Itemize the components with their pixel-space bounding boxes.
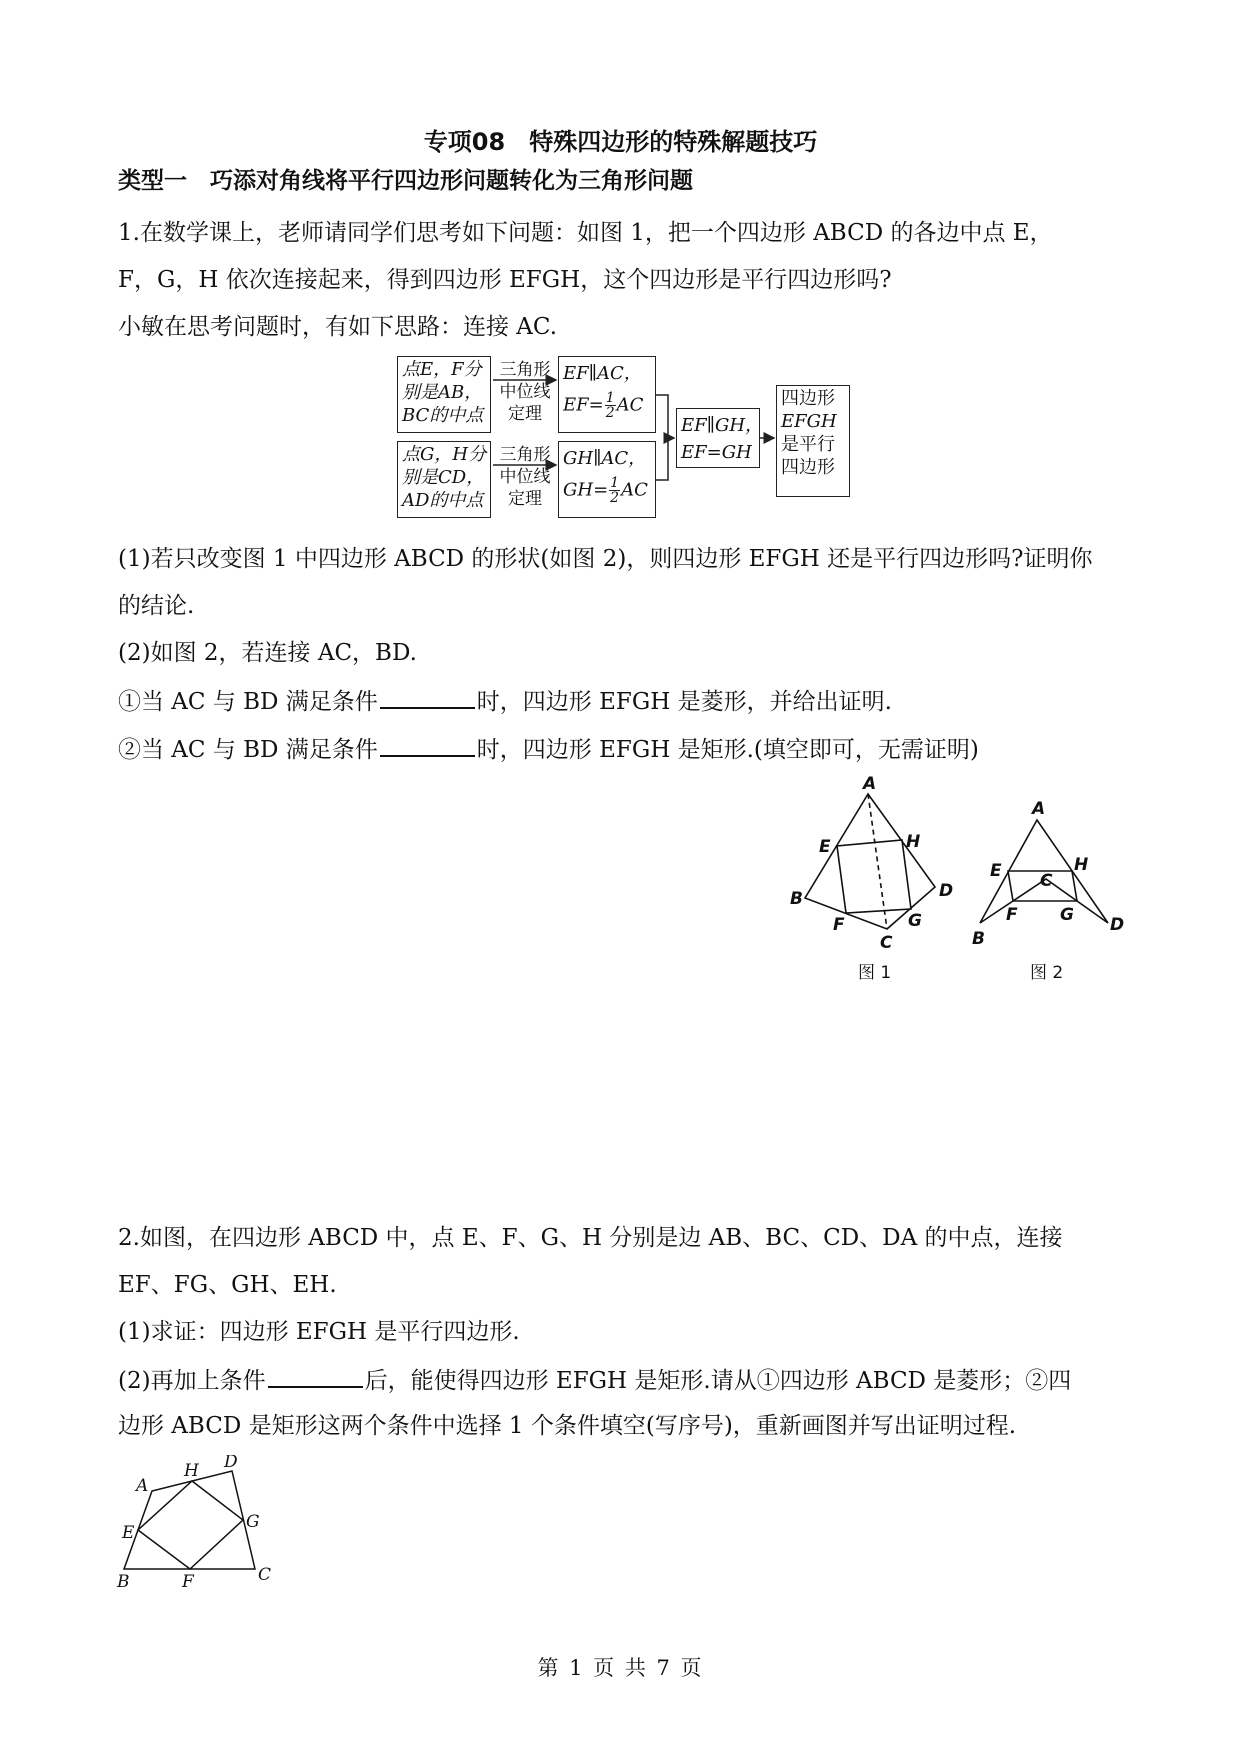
fig1-label-e: E: [819, 837, 831, 857]
q1-line1: 1.在数学课上，老师请同学们思考如下问题：如图 1，把一个四边形 ABCD 的各边中点 E，: [118, 220, 1053, 246]
fig1-label-d: D: [939, 881, 954, 901]
fraction-numerator: 1: [610, 475, 620, 491]
fig3-label-f: F: [182, 1572, 194, 1590]
flow-text: 四边形: [781, 457, 835, 478]
fraction-denominator: 2: [605, 405, 615, 421]
fig2-label-c: C: [1040, 871, 1053, 891]
q1-part1-line2: 的结论.: [118, 593, 195, 619]
fig1-label-a: A: [863, 774, 877, 794]
flow-text: AC: [616, 394, 644, 416]
answer-blank[interactable]: [268, 1364, 363, 1388]
q1-part2b: [118, 733, 979, 765]
answer-blank[interactable]: [380, 685, 475, 709]
q1-part2b-text: ②当 AC 与 BD 满足条件: [118, 737, 378, 763]
fig3-label-h: H: [184, 1461, 199, 1481]
fig2-label-g: G: [1060, 905, 1074, 925]
flow-text: 别是CD，: [402, 467, 485, 488]
answer-blank[interactable]: [380, 733, 475, 757]
flow-text: BC的中点: [402, 405, 484, 426]
fig3-label-b: B: [117, 1572, 130, 1590]
fig1-label-c: C: [880, 933, 893, 953]
flow-text: GH∥AC，: [563, 448, 647, 469]
flow-text: 是平行: [781, 434, 835, 455]
figure-3: [112, 1455, 282, 1590]
fig2-label-h: H: [1074, 855, 1089, 875]
q1-part2a-text: ①当 AC 与 BD 满足条件: [118, 689, 378, 715]
page-footer: 第 1 页 共 7 页: [537, 1656, 704, 1680]
q2-part2-line2: 边形 ABCD 是矩形这两个条件中选择 1 个条件填空(写序号)，重新画图并写出证明过程.: [118, 1413, 1017, 1439]
flow-text: 三角形: [499, 360, 551, 380]
flow-text: EF=GH: [681, 442, 752, 463]
fig1-label-f: F: [833, 915, 845, 935]
fig3-label-d: D: [224, 1455, 238, 1472]
fig3-label-a: A: [136, 1476, 149, 1496]
page-title: 专项08 特殊四边形的特殊解题技巧: [423, 128, 818, 156]
section-heading: 类型一 巧添对角线将平行四边形问题转化为三角形问题: [118, 168, 693, 194]
flow-text: 三角形: [499, 445, 551, 465]
flow-text: GH=: [563, 479, 609, 501]
flow-text: EF=: [563, 394, 604, 416]
fig2-label-b: B: [972, 929, 985, 949]
flow-text: 点G，H分: [402, 444, 487, 465]
fig1-caption: 图 1: [858, 963, 892, 983]
fig2-caption: 图 2: [1030, 963, 1064, 983]
q2-part2-text: 后，能使得四边形 EFGH 是矩形.请从①四边形 ABCD 是菱形；②四: [364, 1368, 1072, 1394]
q1-part2a: [118, 685, 892, 717]
fraction-numerator: 1: [605, 390, 615, 406]
flow-text: 别是AB，: [402, 382, 483, 403]
q1-line3: 小敏在思考问题时，有如下思路：连接 AC.: [118, 314, 558, 340]
fig2-label-e: E: [990, 861, 1002, 881]
fraction-denominator: 2: [610, 490, 620, 506]
flow-text: EFGH: [781, 411, 837, 432]
fig2-label-f: F: [1006, 905, 1018, 925]
q2-part1: (1)求证：四边形 EFGH 是平行四边形.: [118, 1319, 520, 1345]
flow-text: EF∥AC，: [563, 363, 642, 384]
q1-part2: (2)如图 2，若连接 AC，BD.: [118, 640, 417, 666]
flow-text: 中位线: [499, 382, 551, 402]
flow-text: EF∥GH，: [681, 415, 764, 436]
flow-text: AC: [621, 479, 648, 501]
q2-part2-text: (2)再加上条件: [118, 1368, 266, 1394]
q1-part1-line1: (1)若只改变图 1 中四边形 ABCD 的形状(如图 2)，则四边形 EFGH 还是平行四边形吗?证明你: [118, 546, 1093, 572]
fig2-label-a: A: [1032, 799, 1046, 819]
fig2-label-d: D: [1110, 915, 1125, 935]
q1-line2: F，G，H 依次连接起来，得到四边形 EFGH，这个四边形是平行四边形吗?: [118, 267, 892, 293]
fig3-label-g: G: [246, 1512, 260, 1532]
flow-connectors: [0, 0, 1241, 600]
flow-text: AD的中点: [402, 490, 484, 511]
q2-part2: [118, 1364, 1071, 1396]
fig1-label-h: H: [906, 832, 921, 852]
figure-1: [805, 794, 935, 929]
fig1-label-g: G: [908, 911, 922, 931]
flow-text: 四边形: [781, 388, 835, 409]
flow-text: 定理: [508, 404, 542, 424]
flow-text: 点E，F分: [402, 359, 482, 380]
q1-part2a-text: 时，四边形 EFGH 是菱形，并给出证明.: [476, 689, 892, 715]
figures-1-2: [790, 770, 1130, 990]
fig3-label-c: C: [258, 1565, 272, 1585]
flow-text: 中位线: [499, 467, 551, 487]
fig1-label-b: B: [790, 889, 803, 909]
fig3-label-e: E: [122, 1523, 135, 1543]
flow-text: 定理: [508, 489, 542, 509]
q2-line1: 2.如图，在四边形 ABCD 中，点 E、F、G、H 分别是边 AB、BC、CD、DA 的中点，连接: [118, 1225, 1063, 1251]
q1-part2b-text: 时，四边形 EFGH 是矩形.(填空即可，无需证明): [476, 737, 979, 763]
q2-line2: EF、FG、GH、EH.: [118, 1272, 337, 1298]
